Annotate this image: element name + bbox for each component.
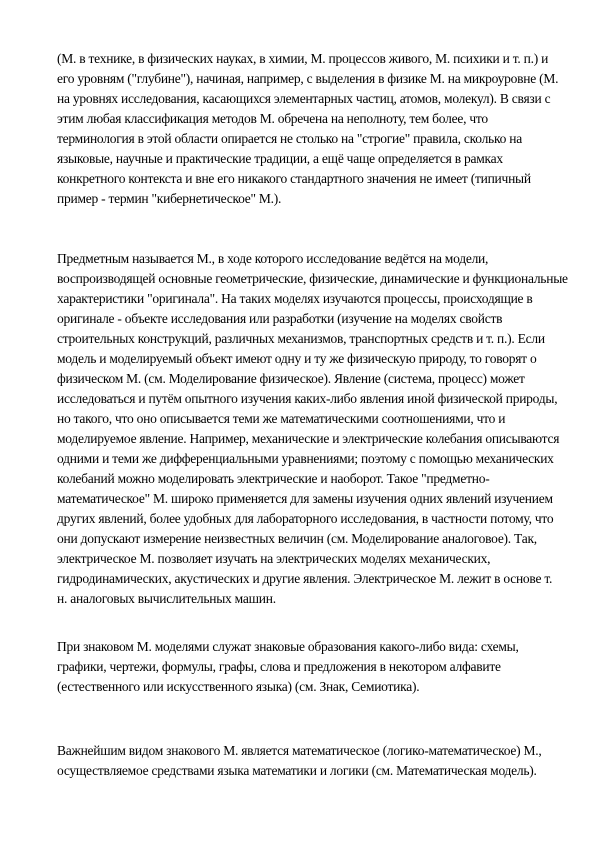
text-line: гидродинамических, акустических и другие явления. Электрическое М. лежит в основе т. — [57, 571, 553, 586]
text-line: характеристики "оригинала". На таких моделях изучаются процессы, происходящие в — [57, 291, 533, 306]
paragraph-modeling-classification — [57, 49, 575, 209]
text-line: конкретного контекста и вне его никакого стандартного значения не имеет (типичный — [57, 171, 531, 186]
text-line: на уровнях исследования, касающихся элементарных частиц, атомов, молекул). В связи с — [57, 91, 551, 106]
text-line: строительных конструкций, различных механизмов, транспортных средств и т. п.). Если — [57, 331, 545, 346]
text-line: оригинале - объекте исследования или разработки (изучение на моделях свойств — [57, 311, 503, 326]
text-line: воспроизводящей основные геометрические, физические, динамические и функциональные — [57, 271, 568, 286]
text-line: При знаковом М. моделями служат знаковые образования какого-либо вида: схемы, — [57, 639, 519, 654]
text-line: они допускают измерение неизвестных величин (см. Моделирование аналоговое). Так, — [57, 531, 537, 546]
text-line: других явлений, более удобных для лабораторного исследования, в частности потому, что — [57, 511, 554, 526]
text-line: моделируемое явление. Например, механические и электрические колебания описываются — [57, 431, 560, 446]
text-line: пример - термин "кибернетическое" М.). — [57, 191, 282, 206]
text-line: его уровням ("глубине"), начиная, например, с выделения в физике М. на микроуровне (М. — [57, 71, 559, 86]
text-line: Предметным называется М., в ходе которого исследование ведётся на модели, — [57, 251, 489, 266]
paragraph-subject-modeling — [57, 249, 575, 609]
text-line: н. аналоговых вычислительных машин. — [57, 591, 276, 606]
text-line: электрическое М. позволяет изучать на электрических моделях механических, — [57, 551, 491, 566]
text-line: осуществляемое средствами языка математики и логики (см. Математическая модель). — [57, 763, 537, 778]
text-line: этим любая классификация методов М. обречена на неполноту, тем более, что — [57, 111, 488, 126]
text-line: колебаний можно моделировать электрические и наоборот. Такое "предметно- — [57, 471, 490, 486]
text-line: терминология в этой области опирается не столько на "строгие" правила, сколько на — [57, 131, 522, 146]
paragraph-mathematical-modeling — [57, 741, 575, 781]
text-line: (естественного или искусственного языка) (см. Знак, Семиотика). — [57, 679, 420, 694]
text-line: графики, чертежи, формулы, графы, слова и предложения в некотором алфавите — [57, 659, 501, 674]
text-line: одними и теми же дифференциальными уравнениями; поэтому с помощью механических — [57, 451, 554, 466]
text-line: (М. в технике, в физических науках, в химии, М. процессов живого, М. психики и т. п.) и — [57, 51, 549, 66]
text-line: математическое" М. широко применяется для замены изучения одних явлений изучением — [57, 491, 553, 506]
text-line: языковые, научные и практические традиции, а ещё чаще определяется в рамках — [57, 151, 503, 166]
text-line: исследоваться и путём опытного изучения каких-либо явления иной физической природы, — [57, 391, 558, 406]
text-line: Важнейшим видом знакового М. является математическое (логико-математическое) М., — [57, 743, 542, 758]
text-line: модель и моделируемый объект имеют одну и ту же физическую природу, то говорят о — [57, 351, 537, 366]
text-line: но такого, что оно описывается теми же математическими соотношениями, что и — [57, 411, 506, 426]
paragraph-sign-modeling — [57, 637, 575, 697]
text-line: физическом М. (см. Моделирование физическое). Явление (система, процесс) может — [57, 371, 525, 386]
